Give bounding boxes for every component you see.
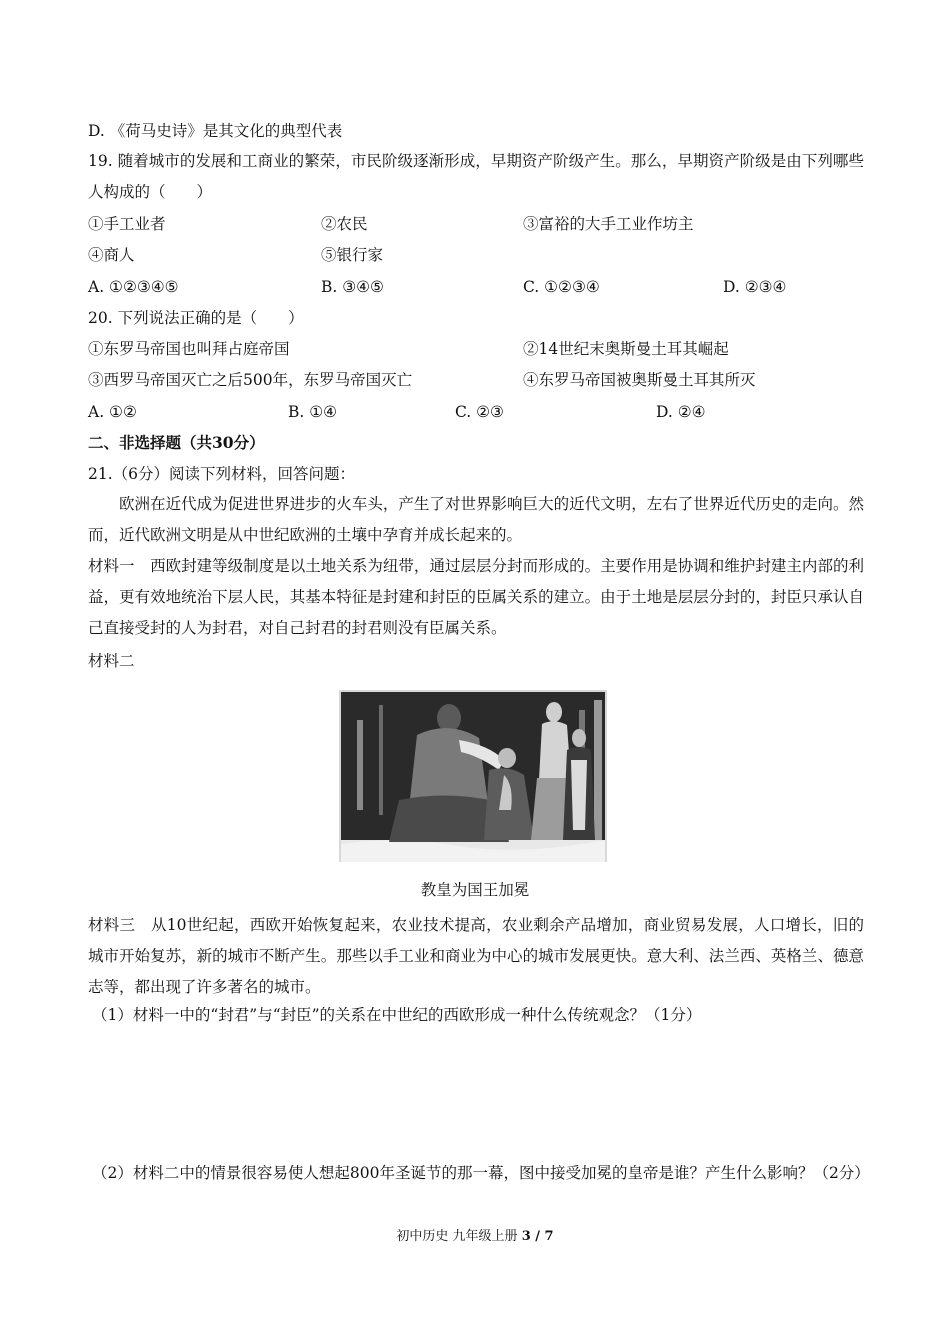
- footer-label: 初中历史 九年级上册: [396, 1229, 522, 1244]
- q20-stem: 20. 下列说法正确的是（ ）: [88, 309, 304, 327]
- q20-item-1: ①东罗马帝国也叫拜占庭帝国: [88, 340, 290, 358]
- q19-item-2: ②农民: [321, 215, 368, 233]
- q21-material-2-label: 材料二: [88, 652, 135, 670]
- q20-option-a: A. ①②: [88, 403, 137, 421]
- section-2-title: 二、非选择题（共30分）: [88, 433, 265, 452]
- q19-item-1: ①手工业者: [88, 215, 166, 233]
- q20-option-d: D. ②④: [656, 403, 706, 421]
- q20-option-c: C. ②③: [455, 403, 504, 421]
- q20-item-4: ④东罗马帝国被奥斯曼土耳其所灭: [523, 371, 756, 389]
- q19-option-a: A. ①②③④⑤: [88, 278, 179, 296]
- q19-option-d: D. ②③④: [723, 278, 787, 296]
- q19-item-4: ④商人: [88, 246, 135, 264]
- page-number: 3 / 7: [521, 1229, 554, 1244]
- figure-caption: 教皇为国王加冕: [420, 881, 530, 899]
- q19-item-3: ③富裕的大手工业作坊主: [523, 215, 694, 233]
- q20-item-2: ②14世纪末奥斯曼土耳其崛起: [523, 340, 729, 358]
- q20-item-3: ③西罗马帝国灭亡之后500年，东罗马帝国灭亡: [88, 371, 413, 389]
- q19-stem: 19. 随着城市的发展和工商业的繁荣，市民阶级逐渐形成，早期资产阶级产生。那么，早期资产阶级是由下列哪些人构成的（ ）: [88, 152, 864, 201]
- pope-crowning-king-image: [339, 690, 607, 862]
- q21-stem: 21.（6分）阅读下列材料，回答问题：: [88, 465, 356, 483]
- q21-sub-question-1: （1）材料一中的“封君”与“封臣”的关系在中世纪的西欧形成一种什么传统观念？（1分）: [92, 1006, 702, 1024]
- q21-material-3: 材料三 从10世纪起，西欧开始恢复起来，农业技术提高，农业剩余产品增加，商业贸易发展，人口增长，旧的城市开始复苏，新的城市不断产生。那些以手工业和商业为中心的城市发展更快。意大利、法兰西、英格兰、德意志等，都出现了许多著名的城市。: [88, 916, 864, 996]
- q21-sub-question-2: （2）材料二中的情景很容易使人想起800年圣诞节的那一幕，图中接受加冕的皇帝是谁？产生什么影响？（2分）: [92, 1164, 870, 1182]
- q19-item-5: ⑤银行家: [321, 246, 384, 264]
- page-footer: [0, 1228, 950, 1246]
- q18-option-d: D. 《荷马史诗》是其文化的典型代表: [88, 122, 343, 140]
- q21-intro: 欧洲在近代成为促进世界进步的火车头，产生了对世界影响巨大的近代文明，左右了世界近代历史的走向。然而，近代欧洲文明是从中世纪欧洲的土壤中孕育并成长起来的。: [88, 495, 864, 544]
- q19-option-c: C. ①②③④: [523, 278, 600, 296]
- q19-option-b: B. ③④⑤: [321, 278, 384, 296]
- q21-material-1: 材料一 西欧封建等级制度是以土地关系为纽带，通过层层分封而形成的。主要作用是协调和维护封建主内部的利益，更有效地统治下层人民，其基本特征是封建和封臣的臣属关系的建立。由于土地是层层分封的，封臣只承认自己直接受封的人为封君，对自己封君的封君则没有臣属关系。: [88, 557, 864, 637]
- q20-option-b: B. ①④: [288, 403, 338, 421]
